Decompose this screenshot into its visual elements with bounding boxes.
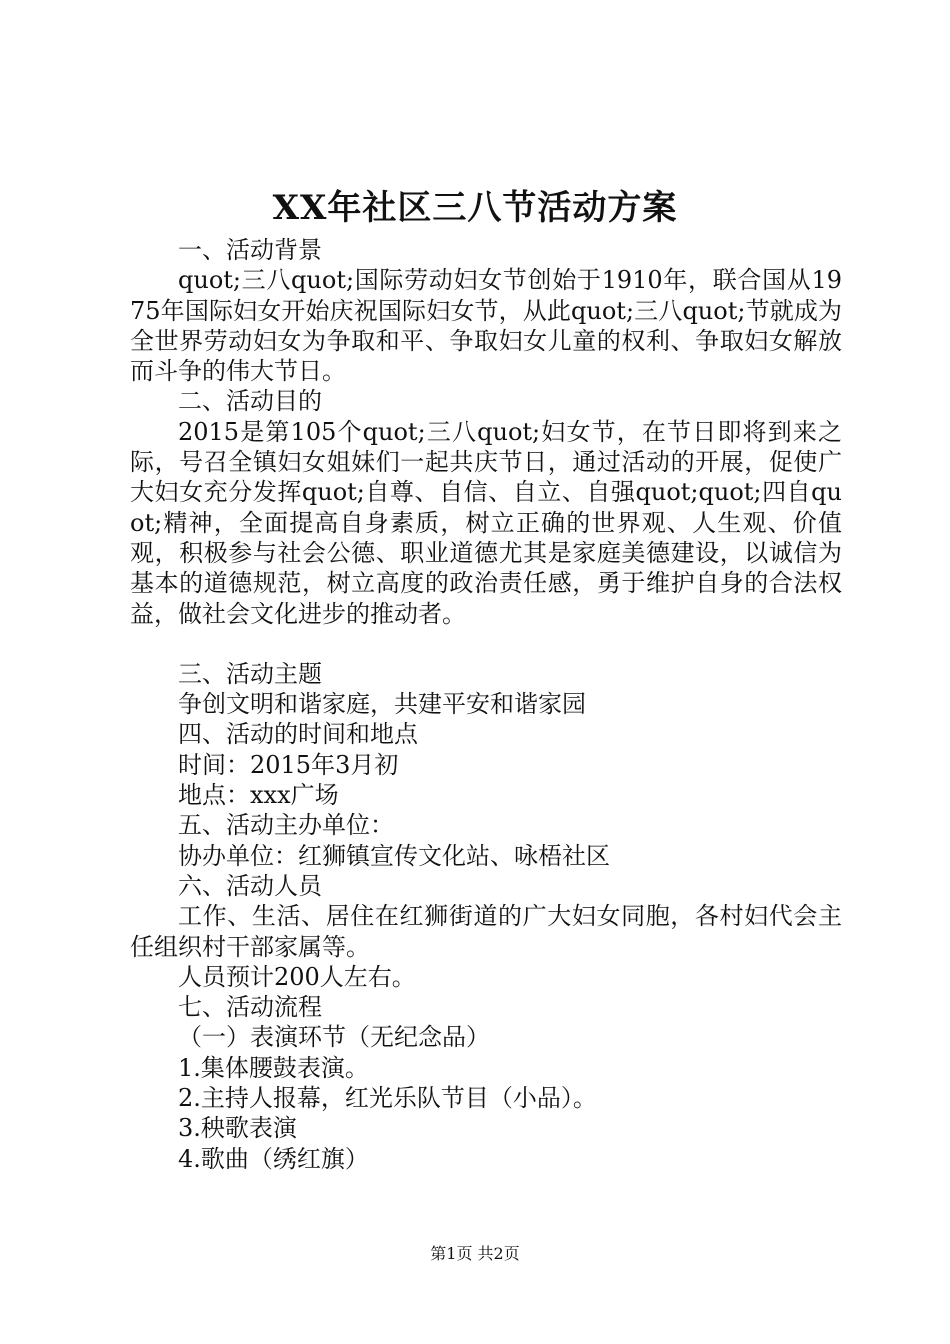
list-item: 2.主持人报幕，红光乐队节目（小品）。 — [178, 1084, 597, 1113]
blank-line — [130, 629, 842, 659]
paragraph-participant-count: 人员预计200人左右。 — [178, 962, 416, 991]
list-item: 1.集体腰鼓表演。 — [178, 1053, 369, 1082]
subsection-heading-performance: （一）表演环节（无纪念品） — [178, 1023, 490, 1052]
list-item: 3.秧歌表演 — [178, 1114, 297, 1143]
list-item: 4.歌曲（绣红旗） — [178, 1144, 369, 1173]
paragraph-theme: 争创文明和谐家庭，共建平安和谐家园 — [178, 690, 586, 719]
section-heading-process: 七、活动流程 — [178, 993, 322, 1022]
paragraph-time: 时间：2015年3月初 — [178, 750, 399, 779]
paragraph-background: quot;三八quot;国际劳动妇女节创始于1910年，联合国从1975年国际妇女开始庆祝国际妇女节，从此quot;三八quot;节就成为全世界劳动妇女为争取和平、争取妇女儿童的权利、争取妇女解放而斗争的伟大节日。 — [130, 266, 842, 386]
section-heading-participants: 六、活动人员 — [178, 871, 322, 900]
document-title: XX年社区三八节活动方案 — [272, 188, 678, 228]
paragraph-purpose: 2015是第105个quot;三八quot;妇女节，在节日即将到来之际，号召全镇妇女姐妹们一起共庆节日，通过活动的开展，促使广大妇女充分发挥quot;自尊、自信、自立、自强quot;quot;四自quot;精神，全面提高自身素质，树立正确的世界观、人生观、价值观，积极参与社会公德、职业道德尤其是家庭美德建设，以诚信为基本的道德规范，树立高度的政治责任感，勇于维护自身的合法权益，做社会文化进步的推动者。 — [130, 417, 842, 628]
document-body — [130, 235, 842, 1174]
section-heading-purpose: 二、活动目的 — [178, 387, 322, 416]
paragraph-place: 地点：xxx广场 — [178, 781, 339, 810]
section-heading-background: 一、活动背景 — [178, 236, 322, 264]
paragraph-participants: 工作、生活、居住在红狮街道的广大妇女同胞，各村妇代会主任组织村干部家属等。 — [130, 902, 842, 961]
section-heading-time-place: 四、活动的时间和地点 — [178, 720, 418, 749]
section-heading-organizer: 五、活动主办单位： — [178, 811, 394, 840]
page-footer: 第1页 共2页 — [430, 1244, 520, 1263]
paragraph-co-organizer: 协办单位：红狮镇宣传文化站、咏梧社区 — [178, 841, 610, 870]
section-heading-theme: 三、活动主题 — [178, 659, 322, 688]
